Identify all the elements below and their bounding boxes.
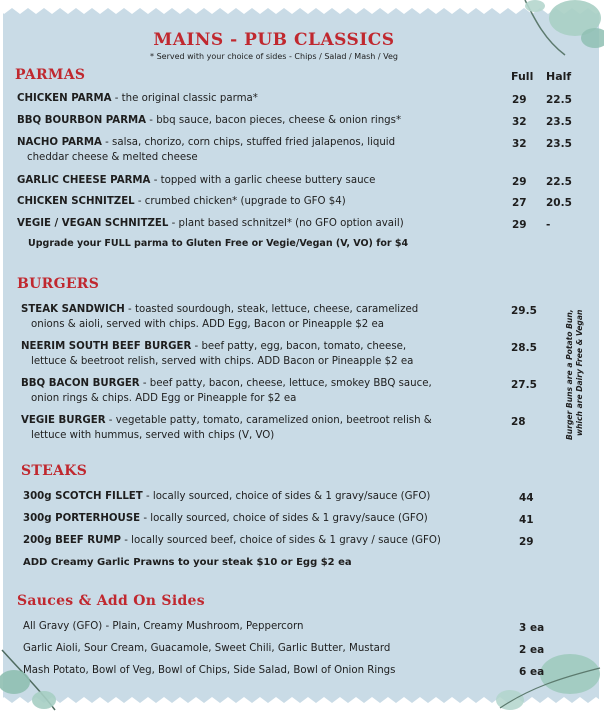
section-heading-parmas: PARMAS: [15, 67, 86, 83]
price-half: -: [546, 219, 551, 231]
list-item: [17, 136, 395, 165]
item-description: - locally sourced, choice of sides & 1 gravy/sauce (GFO): [140, 513, 428, 524]
side-note-line-2: which are Dairy Free & Vegan: [575, 309, 584, 436]
list-item: [23, 642, 390, 657]
price: 44: [519, 492, 534, 504]
price-full: 27: [512, 197, 527, 209]
item-name: 300g SCOTCH FILLET: [23, 491, 143, 502]
price: 41: [519, 514, 534, 526]
item-name: NEERIM SOUTH BEEF BURGER: [21, 341, 192, 352]
eucalyptus-leaf-icon: [490, 648, 604, 711]
item-description: - vegetable patty, tomato, caramelized onion, beetroot relish &: [105, 415, 432, 426]
item-description: Mash Potato, Bowl of Veg, Bowl of Chips, Side Salad, Bowl of Onion Rings: [23, 665, 396, 676]
item-description: - bbq sauce, bacon pieces, cheese & onion rings*: [146, 115, 402, 126]
section-heading-burgers: BURGERS: [17, 276, 100, 292]
section-heading-steaks: STEAKS: [21, 463, 88, 479]
item-name: VEGIE BURGER: [21, 415, 106, 426]
list-item: [17, 114, 401, 129]
item-description-cont: onion rings & chips. ADD Egg or Pineapple for $2 ea: [31, 392, 297, 404]
item-description-cont: cheddar cheese & melted cheese: [27, 151, 198, 163]
item-description: - salsa, chorizo, corn chips, stuffed fried jalapenos, liquid: [101, 137, 396, 148]
price-half: 23.5: [546, 116, 572, 128]
column-header-half: Half: [546, 70, 572, 83]
item-description-cont: lettuce with hummus, served with chips (V, VO): [31, 429, 275, 441]
item-name: CHICKEN PARMA: [17, 93, 112, 104]
list-item: [23, 664, 395, 679]
price-full: 29: [512, 219, 527, 231]
list-item: [21, 303, 418, 332]
price: 2 ea: [519, 644, 545, 656]
list-item: [17, 92, 258, 107]
item-name: GARLIC CHEESE PARMA: [17, 175, 151, 186]
column-header-full: Full: [511, 70, 534, 83]
side-note-line-1: Burger Buns are a Potato Bun,: [565, 309, 574, 440]
price: 29: [519, 536, 534, 548]
item-name: BBQ BACON BURGER: [21, 378, 140, 389]
item-name: BBQ BOURBON PARMA: [17, 115, 147, 126]
item-name: 200g BEEF RUMP: [23, 535, 122, 546]
section-heading-sauces: Sauces & Add On Sides: [17, 593, 205, 609]
item-description-cont: onions & aioli, served with chips. ADD Egg, Bacon or Pineapple $2 ea: [31, 318, 385, 330]
price-full: 29: [512, 94, 527, 106]
item-description: - locally sourced beef, choice of sides & 1 gravy / sauce (GFO): [121, 535, 441, 546]
list-item: [21, 377, 432, 406]
item-description: - crumbed chicken* (upgrade to GFO $4): [134, 196, 346, 207]
price-half: 20.5: [546, 197, 572, 209]
page-subtitle: * Served with your choice of sides - Chips / Salad / Mash / Veg: [150, 52, 398, 61]
item-description: - the original classic parma*: [111, 93, 258, 104]
price-half: 23.5: [546, 138, 572, 150]
price: 28: [511, 416, 526, 428]
item-description: Garlic Aioli, Sour Cream, Guacamole, Sweet Chili, Garlic Butter, Mustard: [23, 643, 391, 654]
item-name: STEAK SANDWICH: [21, 304, 125, 315]
price-full: 32: [512, 116, 527, 128]
item-description: - beef patty, egg, bacon, tomato, cheese,: [191, 341, 407, 352]
price: 27.5: [511, 379, 537, 391]
item-description: - plant based schnitzel* (no GFO option avail): [168, 218, 404, 229]
item-name: 300g PORTERHOUSE: [23, 513, 141, 524]
price: 3 ea: [519, 622, 545, 634]
list-item: [23, 512, 428, 527]
price-half: 22.5: [546, 176, 572, 188]
page-title: MAINS - PUB CLASSICS: [153, 30, 395, 50]
price: 6 ea: [519, 666, 545, 678]
item-name: CHICKEN SCHNITZEL: [17, 196, 135, 207]
item-description: - locally sourced, choice of sides & 1 gravy/sauce (GFO): [142, 491, 431, 502]
list-item: [17, 217, 404, 232]
list-item: [17, 174, 375, 189]
item-description: - toasted sourdough, steak, lettuce, cheese, caramelized: [124, 304, 419, 315]
list-item: [23, 620, 303, 635]
steak-addon-note: ADD Creamy Garlic Prawns to your steak $10 or Egg $2 ea: [23, 557, 352, 568]
item-description-cont: lettuce & beetroot relish, served with chips. ADD Bacon or Pineapple $2 ea: [31, 355, 414, 367]
item-name: VEGIE / VEGAN SCHNITZEL: [17, 218, 169, 229]
item-name: NACHO PARMA: [17, 137, 102, 148]
item-description: - beef patty, bacon, cheese, lettuce, smokey BBQ sauce,: [139, 378, 432, 389]
price: 28.5: [511, 342, 537, 354]
parma-upgrade-note: Upgrade your FULL parma to Gluten Free or Vegie/Vegan (V, VO) for $4: [28, 238, 409, 249]
list-item: [21, 340, 413, 369]
price: 29.5: [511, 305, 537, 317]
list-item: [23, 490, 430, 505]
price-full: 29: [512, 176, 527, 188]
item-description: - topped with a garlic cheese buttery sauce: [150, 175, 376, 186]
list-item: [21, 414, 432, 443]
burger-bun-side-note: [563, 288, 588, 443]
list-item: [17, 195, 346, 210]
price-full: 32: [512, 138, 527, 150]
list-item: [23, 534, 441, 549]
price-half: 22.5: [546, 94, 572, 106]
item-description: All Gravy (GFO) - Plain, Creamy Mushroom, Peppercorn: [23, 621, 304, 632]
